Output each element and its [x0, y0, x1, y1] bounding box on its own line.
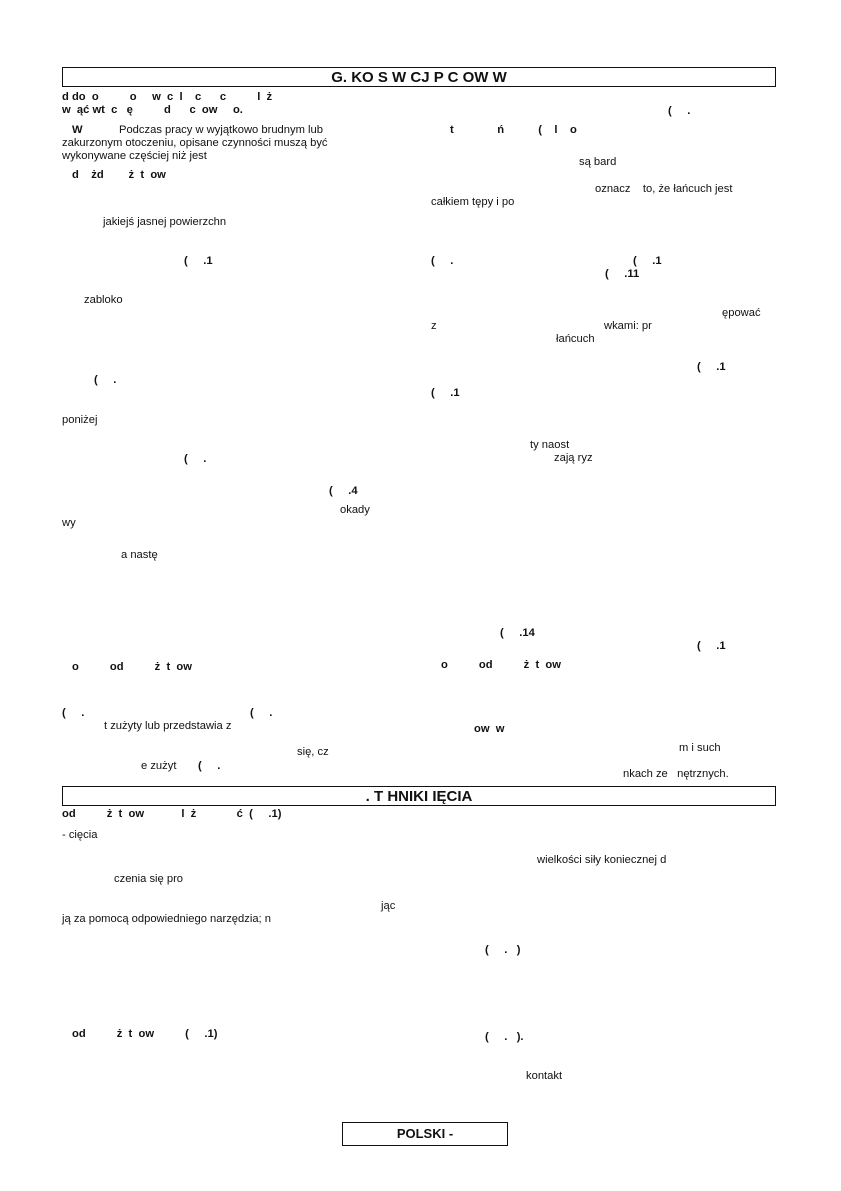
- right-text-blunt: całkiem tępy i po: [431, 196, 515, 208]
- right-text-z: z: [431, 320, 437, 332]
- right-figure-ref-d: ( .1: [697, 361, 726, 373]
- right-text-shorten: ępować: [722, 307, 761, 319]
- intro-line-2: w ąć wt c ę d c ow o.: [62, 104, 243, 116]
- text-worn: t zużyty lub przedstawia z: [104, 720, 232, 732]
- figure-ref-4: ( .4: [329, 485, 358, 497]
- h-right-figure-ref-b: ( . ).: [485, 1031, 524, 1043]
- text-then: a nastę: [121, 549, 158, 561]
- text-worn-2: e zużyt: [141, 760, 177, 772]
- figure-ref-5: ( .: [62, 707, 85, 719]
- right-figure-ref-f: ( .14: [500, 627, 535, 639]
- figure-ref-7: ( .: [198, 760, 221, 772]
- section-h-header: [62, 786, 776, 806]
- section-g-title: G. KO S W CJ P C OW W: [331, 69, 507, 86]
- right-figure-ref-b: ( .1: [633, 255, 662, 267]
- right-text-outside: nkach ze nętrznych.: [623, 768, 729, 780]
- text-boards: okady: [340, 504, 370, 516]
- text-below: poniżej: [62, 414, 98, 426]
- note-line-3: wykonywane częściej niż jest: [62, 150, 207, 162]
- h-subheading-2: od ż t ow ( .1): [72, 1028, 218, 1040]
- intro-line-1: d do o o w c l c c l ż: [62, 91, 273, 103]
- right-subheading-2: ow w: [474, 723, 505, 735]
- note-line-2: zakurzonym otoczeniu, opisane czynności muszą być: [62, 137, 328, 149]
- right-text-risk: zają ryz: [554, 452, 593, 464]
- section-g-header: [62, 67, 776, 87]
- h-right-figure-ref-a: ( . ): [485, 944, 521, 956]
- h-right-text-contact: kontakt: [526, 1070, 563, 1082]
- subheading-daily: d żd ż t ow: [72, 169, 166, 181]
- text-wy: wy: [62, 517, 76, 529]
- right-line-1: t ń ( l o: [450, 124, 577, 136]
- section-h-title: . T HNIKI IĘCIA: [365, 788, 473, 805]
- h-right-text-force: wielkości siły koniecznej d: [537, 854, 667, 866]
- figure-ref-1: ( .1: [184, 255, 213, 267]
- right-text-chain: łańcuch: [556, 333, 595, 345]
- subheading-weekly: o od ż t ow: [72, 661, 192, 673]
- right-text-again: ty naost: [530, 439, 570, 451]
- h-text-using: jąc: [381, 900, 396, 912]
- right-text-means: oznacz to, że łańcuch jest: [595, 183, 733, 195]
- note-label: W: [72, 124, 83, 136]
- right-text-very: są bard: [579, 156, 617, 168]
- text-whether: się, cz: [297, 746, 329, 758]
- footer-label: POLSKI -: [396, 1126, 454, 1141]
- h-subheading-1: od ż t ow l ż ć ( .1): [62, 808, 282, 820]
- note-line-1: Podczas pracy w wyjątkowo brudnym lub: [119, 124, 323, 136]
- right-text-with: wkami: pr: [604, 320, 652, 332]
- right-figure-ref-a: ( .: [431, 255, 454, 267]
- h-text-cutting: - cięcia: [62, 829, 98, 841]
- figure-ref-3: ( .: [184, 453, 207, 465]
- text-surface: jakiejś jasnej powierzchn: [103, 216, 227, 228]
- figure-ref-6: ( .: [250, 707, 273, 719]
- right-subheading: o od ż t ow: [441, 659, 561, 671]
- text-blocked: zabloko: [84, 294, 123, 306]
- figure-ref-2: ( .: [94, 374, 117, 386]
- h-text-tool: ją za pomocą odpowiedniego narzędzia; n: [62, 913, 271, 925]
- right-figure-ref-g: ( .1: [697, 640, 726, 652]
- right-figure-ref-e: ( .1: [431, 387, 460, 399]
- right-figure-ref-c: ( .11: [605, 268, 640, 280]
- right-figure-ref-top: ( .: [668, 105, 691, 117]
- right-text-dry: m i such: [679, 742, 721, 754]
- page-footer: [342, 1122, 508, 1146]
- h-text-pass: czenia się pro: [114, 873, 184, 885]
